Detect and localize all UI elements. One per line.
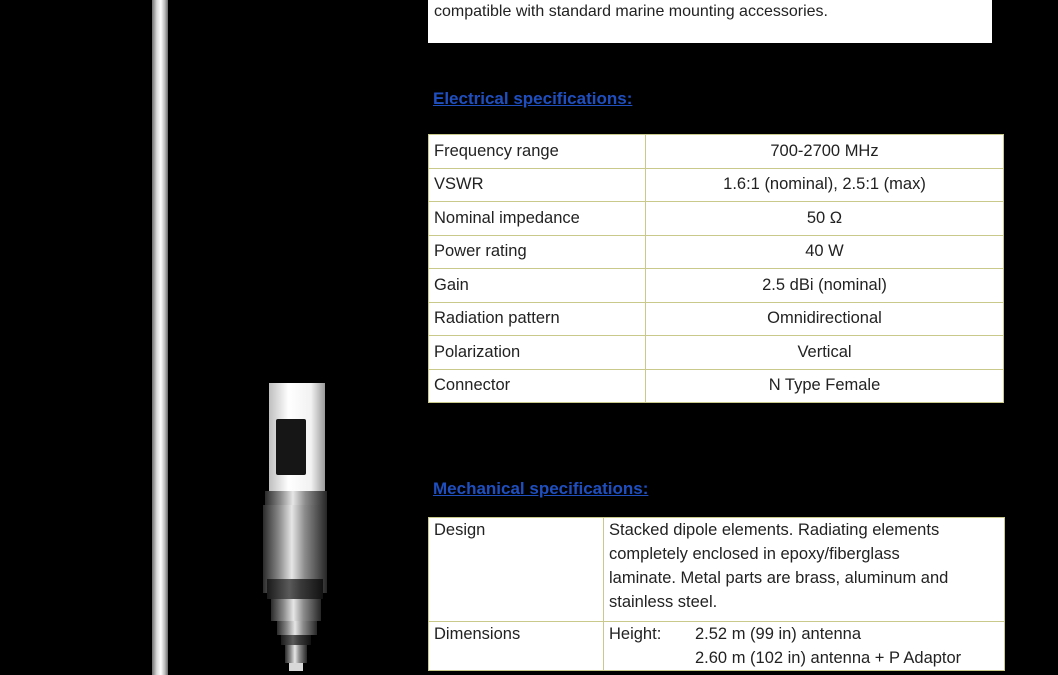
dimension-sublabel: Height: bbox=[609, 625, 662, 643]
spec-value: 1.6:1 (nominal), 2.5:1 (max) bbox=[646, 168, 1004, 202]
table-row bbox=[429, 302, 1004, 336]
electrical-specifications-table bbox=[428, 134, 1004, 403]
table-row bbox=[429, 235, 1004, 269]
spec-label: Power rating bbox=[429, 235, 646, 269]
spec-label: Nominal impedance bbox=[429, 202, 646, 236]
intro-text-box bbox=[428, 0, 992, 43]
table-row bbox=[429, 518, 1005, 622]
design-line: Stacked dipole elements. Radiating elements bbox=[609, 521, 940, 539]
spec-label: Connector bbox=[429, 369, 646, 403]
table-row bbox=[429, 269, 1004, 303]
antenna-mast-image bbox=[152, 0, 168, 675]
mechanical-specifications-table bbox=[428, 517, 1005, 671]
spec-value: 2.5 dBi (nominal) bbox=[646, 269, 1004, 303]
antenna-base-image bbox=[255, 383, 335, 675]
mechanical-specifications-heading: Mechanical specifications: bbox=[433, 479, 649, 498]
spec-value: Vertical bbox=[646, 336, 1004, 370]
spec-value: 50 Ω bbox=[646, 202, 1004, 236]
spec-value bbox=[604, 622, 1005, 671]
design-line: laminate. Metal parts are brass, aluminum and bbox=[609, 569, 949, 587]
design-line: completely enclosed in epoxy/fiberglass bbox=[609, 545, 900, 563]
design-line: stainless steel. bbox=[609, 593, 718, 611]
table-row bbox=[429, 202, 1004, 236]
table-row bbox=[429, 135, 1004, 169]
spec-label: Dimensions bbox=[429, 622, 604, 671]
spec-value: 700-2700 MHz bbox=[646, 135, 1004, 169]
spec-value bbox=[604, 518, 1005, 622]
spec-label: Radiation pattern bbox=[429, 302, 646, 336]
spec-label: Design bbox=[429, 518, 604, 622]
spec-label: Gain bbox=[429, 269, 646, 303]
spec-label: VSWR bbox=[429, 168, 646, 202]
table-row bbox=[429, 369, 1004, 403]
intro-text: compatible with standard marine mounting accessories. bbox=[434, 3, 828, 20]
table-row bbox=[429, 336, 1004, 370]
dimension-line: 2.60 m (102 in) antenna + P Adaptor bbox=[695, 649, 962, 667]
spec-label: Polarization bbox=[429, 336, 646, 370]
dimension-line: 2.52 m (99 in) antenna bbox=[695, 625, 862, 643]
spec-value: 40 W bbox=[646, 235, 1004, 269]
spec-value: N Type Female bbox=[646, 369, 1004, 403]
table-row bbox=[429, 622, 1005, 671]
spec-value: Omnidirectional bbox=[646, 302, 1004, 336]
electrical-specifications-heading: Electrical specifications: bbox=[433, 89, 633, 108]
table-row bbox=[429, 168, 1004, 202]
spec-label: Frequency range bbox=[429, 135, 646, 169]
